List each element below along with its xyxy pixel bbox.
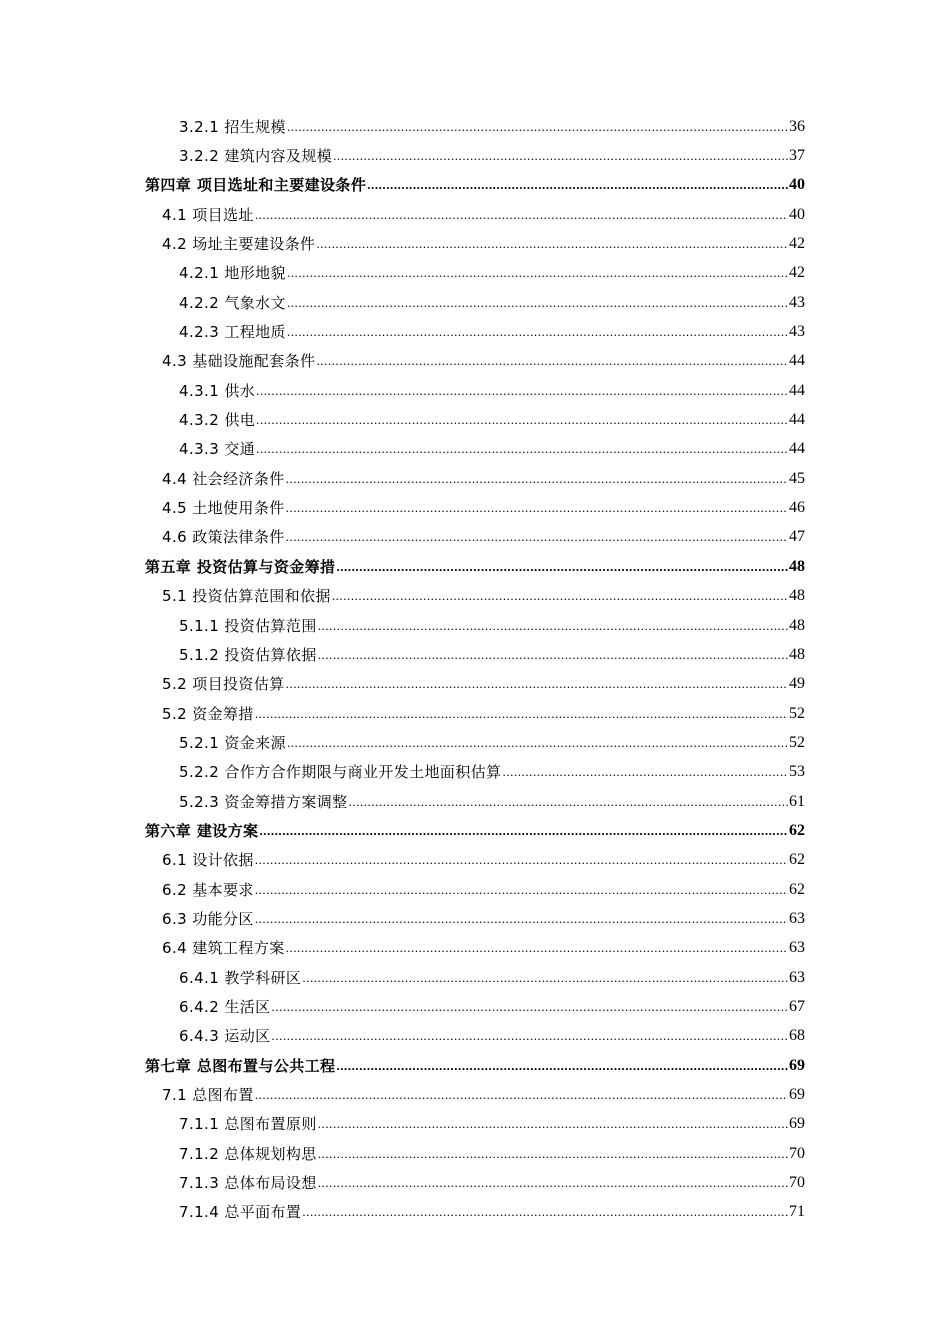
toc-entry[interactable] — [0, 376, 950, 405]
toc-entry-page-number: 52 — [789, 704, 805, 722]
toc-entry-page-number: 68 — [789, 1027, 805, 1045]
toc-entry-page-number: 44 — [789, 440, 805, 458]
toc-entry-title: 4.2 场址主要建设条件 — [162, 235, 316, 254]
dot-leader — [286, 499, 788, 517]
toc-entry-title: 7.1.1 总图布置原则 — [179, 1115, 317, 1134]
dot-leader — [333, 147, 788, 165]
toc-entry-page-number: 63 — [789, 968, 805, 986]
toc-entry-page-number: 70 — [789, 1144, 805, 1162]
toc-entry[interactable] — [0, 288, 950, 317]
toc-entry-title: 第六章 建设方案 — [145, 821, 259, 840]
dot-leader — [367, 176, 788, 194]
toc-entry[interactable] — [0, 1198, 950, 1227]
toc-entry-page-number: 45 — [789, 469, 805, 487]
toc-entry-page-number: 49 — [789, 675, 805, 693]
toc-entry-page-number: 71 — [789, 1203, 805, 1221]
toc-entry-title: 4.2.2 气象水文 — [179, 293, 286, 312]
toc-entry[interactable] — [0, 1110, 950, 1139]
toc-entry-title: 4.3.3 交通 — [179, 440, 256, 459]
toc-entry[interactable] — [0, 904, 950, 933]
toc-entry[interactable] — [0, 963, 950, 992]
toc-entry-page-number: 37 — [789, 147, 805, 165]
dot-leader — [259, 822, 788, 840]
dot-leader — [318, 1145, 788, 1163]
toc-entry-page-number: 46 — [789, 499, 805, 517]
toc-entry[interactable] — [0, 464, 950, 493]
dot-leader — [286, 675, 788, 693]
toc-entry-page-number: 69 — [789, 1086, 805, 1104]
toc-entry-title: 6.2 基本要求 — [162, 880, 254, 899]
toc-entry-page-number: 47 — [789, 528, 805, 546]
toc-entry[interactable] — [0, 1080, 950, 1109]
dot-leader — [255, 910, 788, 928]
toc-entry[interactable] — [0, 699, 950, 728]
toc-entry[interactable] — [0, 405, 950, 434]
toc-entry[interactable] — [0, 787, 950, 816]
toc-entry-title: 7.1.4 总平面布置 — [179, 1203, 302, 1222]
dot-leader — [286, 939, 788, 957]
toc-entry-page-number: 48 — [789, 616, 805, 634]
toc-chapter-entry[interactable] — [0, 552, 950, 581]
toc-entry-page-number: 42 — [789, 264, 805, 282]
toc-entry[interactable] — [0, 1168, 950, 1197]
dot-leader — [287, 264, 788, 282]
dot-leader — [255, 206, 788, 224]
toc-entry-title: 5.2.3 资金筹措方案调整 — [179, 792, 348, 811]
toc-entry-title: 4.2.3 工程地质 — [179, 323, 286, 342]
toc-entry-title: 4.3.1 供水 — [179, 381, 256, 400]
dot-leader — [255, 851, 788, 869]
toc-entry-page-number: 43 — [789, 293, 805, 311]
dot-leader — [255, 1086, 788, 1104]
toc-entry-title: 4.4 社会经济条件 — [162, 469, 285, 488]
toc-entry-page-number: 48 — [789, 557, 805, 575]
toc-entry[interactable] — [0, 582, 950, 611]
toc-entry-page-number: 44 — [789, 381, 805, 399]
toc-entry-title: 4.6 政策法律条件 — [162, 528, 285, 547]
toc-entry-page-number: 67 — [789, 997, 805, 1015]
toc-entry-page-number: 42 — [789, 235, 805, 253]
dot-leader — [336, 558, 788, 576]
toc-entry[interactable] — [0, 229, 950, 258]
toc-entry-title: 6.4.1 教学科研区 — [179, 968, 302, 987]
toc-entry-page-number: 48 — [789, 645, 805, 663]
dot-leader — [287, 294, 788, 312]
toc-entry-page-number: 61 — [789, 792, 805, 810]
dot-leader — [255, 881, 788, 899]
toc-entry-page-number: 62 — [789, 851, 805, 869]
toc-entry-title: 3.2.2 建筑内容及规模 — [179, 147, 333, 166]
toc-entry-page-number: 48 — [789, 587, 805, 605]
toc-entry[interactable] — [0, 728, 950, 757]
toc-chapter-entry[interactable] — [0, 171, 950, 200]
toc-entry-title: 6.4.2 生活区 — [179, 997, 271, 1016]
dot-leader — [336, 1057, 788, 1075]
toc-entry[interactable] — [0, 523, 950, 552]
toc-entry-title: 4.2.1 地形地貌 — [179, 264, 286, 283]
toc-entry[interactable] — [0, 670, 950, 699]
toc-chapter-entry[interactable] — [0, 1051, 950, 1080]
dot-leader — [316, 352, 788, 370]
toc-entry-title: 第四章 项目选址和主要建设条件 — [145, 176, 367, 195]
toc-entry[interactable] — [0, 493, 950, 522]
toc-entry-page-number: 69 — [789, 1056, 805, 1074]
toc-entry-title: 7.1 总图布置 — [162, 1086, 254, 1105]
dot-leader — [349, 793, 788, 811]
toc-entry-title: 6.3 功能分区 — [162, 909, 254, 928]
dot-leader — [287, 734, 788, 752]
toc-entry-title: 5.2.2 合作方合作期限与商业开发土地面积估算 — [179, 763, 502, 782]
toc-entry-page-number: 40 — [789, 176, 805, 194]
toc-entry-title: 5.1 投资估算范围和依据 — [162, 587, 331, 606]
dot-leader — [503, 763, 788, 781]
dot-leader — [286, 470, 788, 488]
toc-entry[interactable] — [0, 934, 950, 963]
toc-entry[interactable] — [0, 112, 950, 141]
toc-entry-title: 6.4.3 运动区 — [179, 1027, 271, 1046]
toc-entry-page-number: 53 — [789, 763, 805, 781]
toc-entry[interactable] — [0, 611, 950, 640]
toc-entry-title: 6.4 建筑工程方案 — [162, 939, 285, 958]
toc-entry-title: 3.2.1 招生规模 — [179, 117, 286, 136]
toc-entry[interactable] — [0, 200, 950, 229]
dot-leader — [286, 528, 788, 546]
toc-entry-page-number: 62 — [789, 821, 805, 839]
dot-leader — [318, 617, 788, 635]
toc-entry-title: 第七章 总图布置与公共工程 — [145, 1056, 336, 1075]
dot-leader — [318, 1174, 788, 1192]
toc-entry[interactable] — [0, 640, 950, 669]
toc-entry[interactable] — [0, 317, 950, 346]
toc-entry-title: 4.3 基础设施配套条件 — [162, 352, 316, 371]
toc-entry-page-number: 43 — [789, 323, 805, 341]
dot-leader — [302, 1203, 788, 1221]
toc-entry-title: 5.2.1 资金来源 — [179, 733, 286, 752]
toc-entry-page-number: 44 — [789, 411, 805, 429]
toc-entry-page-number: 63 — [789, 909, 805, 927]
toc-entry-title: 4.1 项目选址 — [162, 205, 254, 224]
toc-entry-page-number: 69 — [789, 1115, 805, 1133]
toc-entry-title: 第五章 投资估算与资金筹措 — [145, 557, 336, 576]
dot-leader — [287, 118, 788, 136]
toc-entry-title: 6.1 设计依据 — [162, 851, 254, 870]
toc-entry[interactable] — [0, 758, 950, 787]
toc-entry-title: 5.2 项目投资估算 — [162, 675, 285, 694]
dot-leader — [256, 440, 788, 458]
toc-entry-title: 4.3.2 供电 — [179, 411, 256, 430]
toc-entry-title: 5.2 资金筹措 — [162, 704, 254, 723]
dot-leader — [255, 705, 788, 723]
dot-leader — [318, 646, 788, 664]
toc-entry[interactable] — [0, 259, 950, 288]
toc-entry-page-number: 63 — [789, 939, 805, 957]
toc-entry-title: 7.1.3 总体布局设想 — [179, 1174, 317, 1193]
toc-entry-page-number: 62 — [789, 880, 805, 898]
toc-entry-page-number: 52 — [789, 733, 805, 751]
toc-entry[interactable] — [0, 1022, 950, 1051]
dot-leader — [256, 382, 788, 400]
dot-leader — [272, 1027, 788, 1045]
table-of-contents — [0, 112, 950, 1227]
dot-leader — [302, 969, 788, 987]
toc-entry-page-number: 44 — [789, 352, 805, 370]
toc-entry[interactable] — [0, 875, 950, 904]
toc-entry[interactable] — [0, 992, 950, 1021]
toc-entry-page-number: 70 — [789, 1174, 805, 1192]
toc-entry-title: 4.5 土地使用条件 — [162, 499, 285, 518]
toc-entry[interactable] — [0, 141, 950, 170]
toc-chapter-entry[interactable] — [0, 816, 950, 845]
toc-entry-page-number: 36 — [789, 117, 805, 135]
toc-entry[interactable] — [0, 435, 950, 464]
dot-leader — [256, 411, 788, 429]
dot-leader — [287, 323, 788, 341]
toc-entry[interactable] — [0, 347, 950, 376]
dot-leader — [272, 998, 788, 1016]
toc-entry[interactable] — [0, 846, 950, 875]
toc-entry-page-number: 40 — [789, 205, 805, 223]
toc-entry[interactable] — [0, 1139, 950, 1168]
dot-leader — [332, 587, 788, 605]
dot-leader — [318, 1115, 788, 1133]
toc-entry-title: 7.1.2 总体规划构思 — [179, 1144, 317, 1163]
toc-entry-title: 5.1.2 投资估算依据 — [179, 645, 317, 664]
toc-entry-title: 5.1.1 投资估算范围 — [179, 616, 317, 635]
dot-leader — [316, 235, 788, 253]
